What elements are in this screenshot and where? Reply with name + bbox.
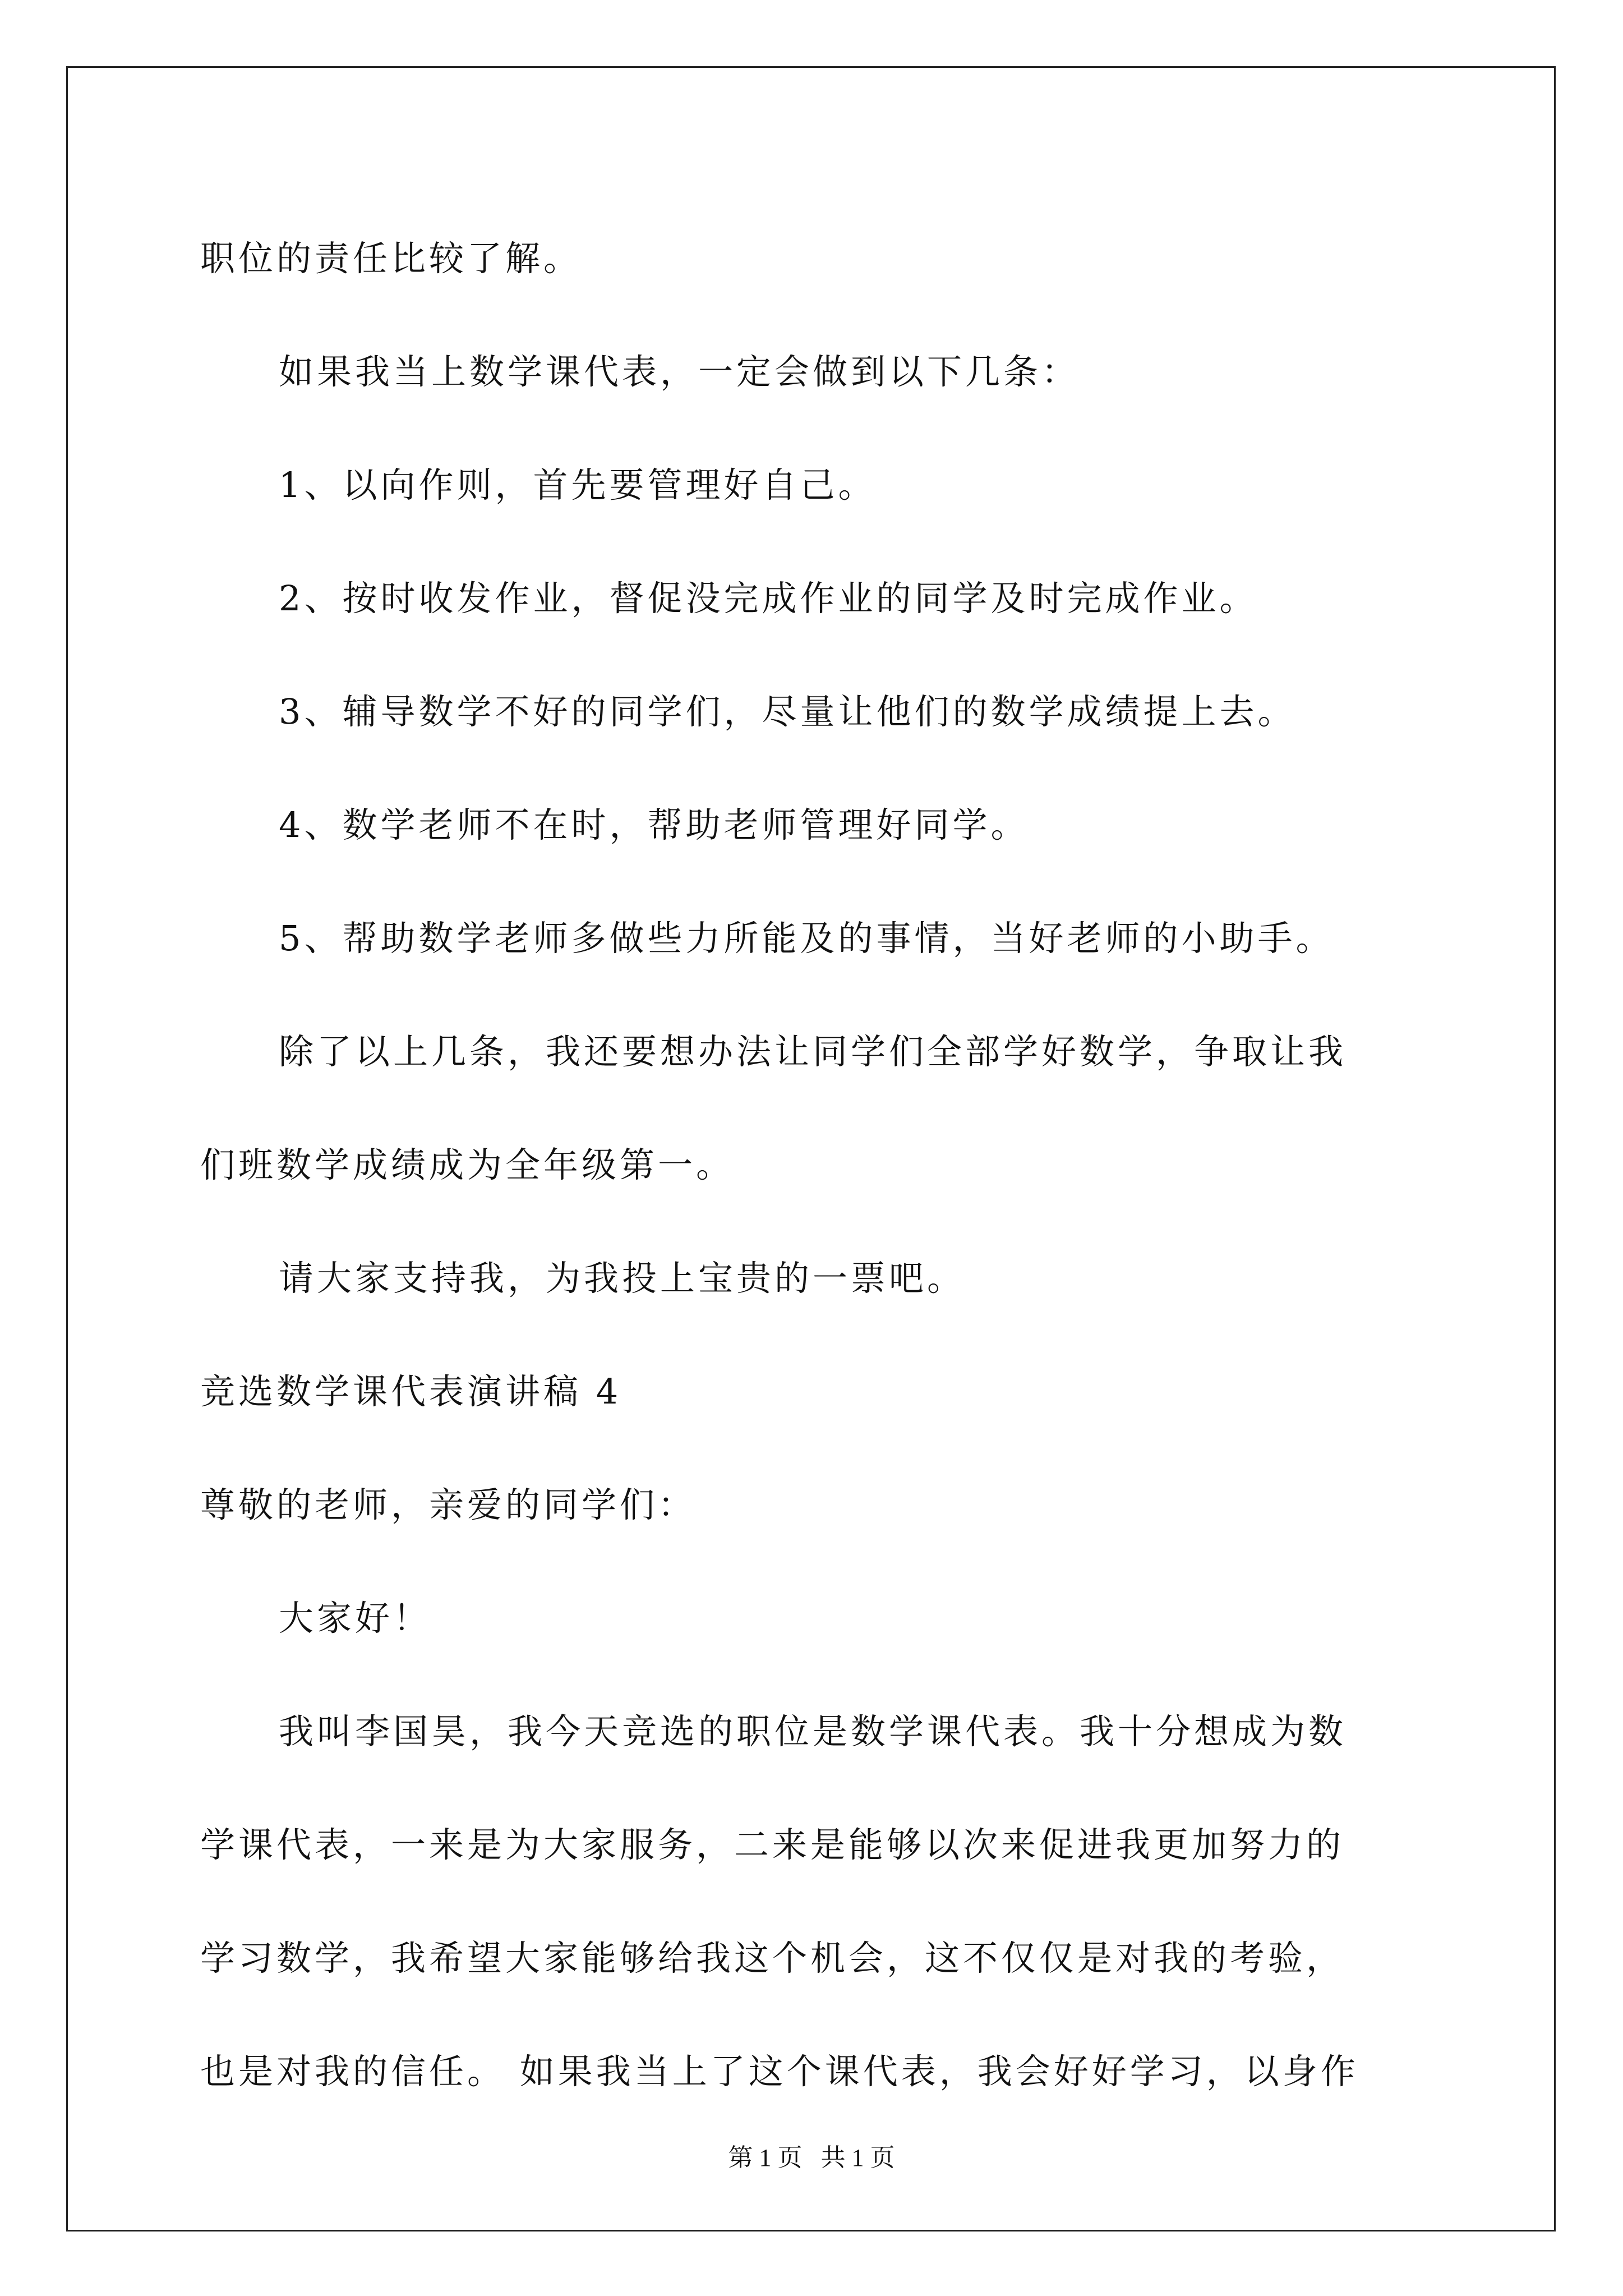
text-line: 如果我当上数学课代表，一定会做到以下几条： [279, 351, 1080, 392]
text-line: 们班数学成绩成为全年级第一。 [200, 1144, 735, 1185]
greeting: 大家好！ [279, 1598, 432, 1639]
text-line: 也是对我的信任。 如果我当上了这个课代表，我会好好学习，以身作 [200, 2051, 1359, 2092]
text-line: 我叫李国昊，我今天竞选的职位是数学课代表。我十分想成为数 [279, 1711, 1347, 1752]
text-line: 学课代表，一来是为大家服务，二来是能够以次来促进我更加努力的 [200, 1824, 1345, 1865]
salutation: 尊敬的老师，亲爱的同学们： [200, 1484, 697, 1525]
text-line: 学习数学，我希望大家能够给我这个机会，这不仅仅是对我的考验， [200, 1938, 1345, 1978]
section-title: 竞选数学课代表演讲稿 4 [200, 1371, 622, 1412]
document-body [200, 202, 1434, 2128]
list-item: 3、辅导数学不好的同学们，尽量让他们的数学成绩提上去。 [279, 691, 1296, 732]
list-item: 2、按时收发作业，督促没完成作业的同学及时完成作业。 [279, 578, 1258, 619]
text-line: 请大家支持我，为我投上宝贵的一票吧。 [279, 1258, 966, 1299]
text-line: 职位的责任比较了解。 [200, 238, 582, 279]
page-footer: 第 1 页 共 1 页 [728, 2144, 895, 2171]
list-item: 4、数学老师不在时，帮助老师管理好同学。 [279, 804, 1029, 845]
list-item: 1、以向作则，首先要管理好自己。 [279, 464, 877, 505]
text-line: 除了以上几条，我还要想办法让同学们全部学好数学，争取让我 [279, 1031, 1347, 1072]
list-item: 5、帮助数学老师多做些力所能及的事情，当好老师的小助手。 [279, 918, 1334, 959]
